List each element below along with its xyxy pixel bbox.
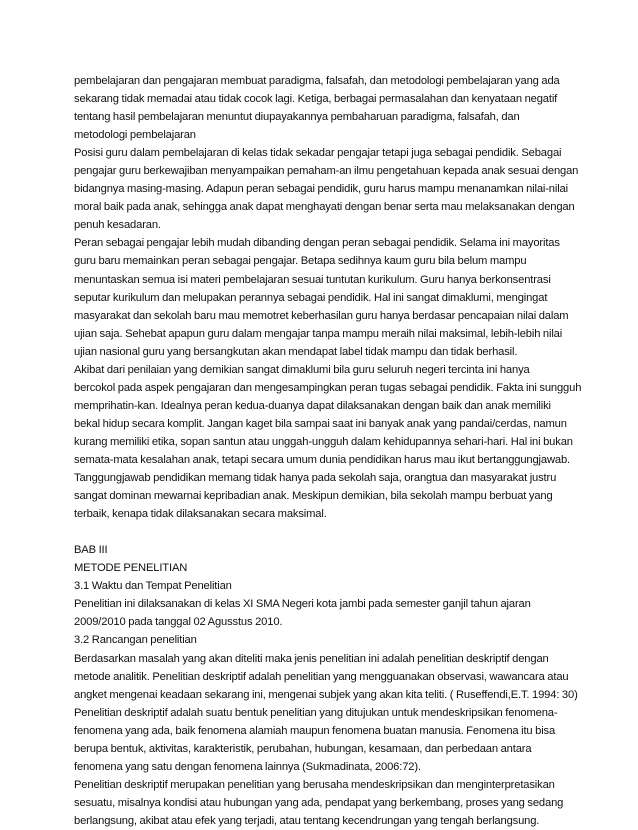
text-line: pembelajaran dan pengajaran membuat paradigma, falsafah, dan metodologi pembelajaran yang ada: [74, 75, 560, 87]
text-line: pengajar guru berkewajiban menyampaikan pemaham-an ilmu pengetahuan kepada anak sesuai dengan: [74, 165, 579, 178]
text-line: masyarakat dan sekolah baru mau memotret keberhasilan guru hanya berdasar pencapaian nilai dalam: [74, 309, 569, 322]
text-line: Penelitian deskriptif adalah suatu bentuk penelitian yang ditujukan untuk mendeskripsikan fenomena-: [74, 706, 558, 719]
text-line: Akibat dari penilaian yang demikian sangat dimaklumi bila guru seluruh negeri tercinta ini hanya: [74, 363, 530, 376]
text-line: metodologi pembelajaran: [74, 129, 196, 142]
text-line: ujian nasional guru yang bersangkutan akan mendapat label tidak mampu dan tidak berhasil.: [74, 345, 518, 358]
text-line: bidangnya masing-masing. Adapun peran sebagai pendidik, guru harus mampu menanamkan nilai-nilai: [74, 183, 568, 196]
text-line: angket mengenai keadaan sekarang ini, mengenai subjek yang akan kita teliti. ( Ruseffendi,E.T. 1994: 30): [74, 688, 578, 701]
text-line: fenomena yang ada, baik fenomena alamiah maupun fenomena buatan manusia. Fenomena itu bisa: [74, 724, 556, 737]
text-line: menuntaskan semua isi materi pembelajaran sesuai tuntutan kurikulum. Guru hanya berkonsentrasi: [74, 273, 551, 286]
text-line: sekarang tidak memadai atau tidak cocok lagi. Ketiga, berbagai permasalahan dan kenyataan negatif: [74, 93, 558, 106]
text-line: bercokol pada aspek pengajaran dan mengesampingkan peran tugas sebagai pendidik. Fakta ini sungguh: [74, 381, 582, 394]
text-line: 3.1 Waktu dan Tempat Penelitian: [74, 580, 232, 593]
text-line: fenomena yang satu dengan fenomena lainnya (Sukmadinata, 2006:72).: [74, 760, 421, 773]
text-line: Penelitian ini dilaksanakan di kelas XI SMA Negeri kota jambi pada semester ganjil tahun ajaran: [74, 598, 531, 611]
text-line: Peran sebagai pengajar lebih mudah dibanding dengan peran sebagai pendidik. Selama ini mayoritas: [74, 237, 560, 250]
text-block-intro: [74, 72, 582, 523]
text-line: kurang memiliki etika, sopan santun atau unggah-ungguh dalam kehidupannya sehari-hari. Hal ini bukan: [74, 435, 573, 448]
text-line: sangat dominan mewarnai kepribadian anak. Meskipun demikian, bila sekolah mampu berbuat yang: [74, 490, 553, 503]
text-line: moral baik pada anak, sehingga anak dapat menghayati dengan benar serta mau melaksanakan dengan: [74, 201, 575, 214]
text-line: terbaik, kenapa tidak dilaksanakan secara maksimal.: [74, 508, 327, 521]
text-line: Tanggungjawab pendidikan memang tidak hanya pada sekolah saja, orangtua dan masyarakat justru: [74, 472, 557, 485]
text-line: penuh kesadaran.: [74, 219, 161, 232]
text-line: guru baru memainkan peran sebagai pengajar. Betapa sedihnya kaum guru bila belum mampu: [74, 255, 527, 268]
text-line: metode analitik. Penelitian deskriptif adalah penelitian yang mengguanakan observasi, wawancara atau: [74, 670, 569, 683]
text-line: memprihatin-kan. Idealnya peran kedua-duanya dapat dilaksanakan dengan baik dan anak memiliki: [74, 399, 551, 412]
text-line: berupa bentuk, aktivitas, karakteristik, perubahan, hubungan, kesamaan, dan perbedaan antara: [74, 742, 532, 755]
text-line: tentang hasil pembelajaran menuntut diupayakannya pembaharuan paradigma, falsafah, dan: [74, 111, 520, 124]
text-line: Penelitian deskriptif merupakan penelitian yang berusaha mendeskripsikan dan menginterpretasikan: [74, 778, 555, 791]
text-line: 2009/2010 pada tanggal 02 Agusstus 2010.: [74, 616, 283, 629]
text-line: semata-mata kesalahan anak, tetapi secara umum dunia pendidikan harus mau ikut bertanggungjawab.: [74, 453, 570, 466]
text-line: Berdasarkan masalah yang akan diteliti maka jenis penelitian ini adalah penelitian deskriptif dengan: [74, 652, 549, 665]
text-block-bab-iii: [74, 541, 578, 830]
text-line: METODE PENELITIAN: [74, 562, 188, 575]
text-line: sesuatu, misalnya kondisi atau hubungan yang ada, pendapat yang berkembang, proses yang sedang: [74, 796, 564, 809]
text-line: ujian saja. Sehebat apapun guru dalam mengajar tanpa mampu meraih nilai maksimal, lebih-lebih nilai: [74, 327, 563, 340]
text-line: 3.2 Rancangan penelitian: [74, 634, 197, 647]
document-body: [74, 72, 582, 830]
text-line: berlangsung, akibat atau efek yang terjadi, atau tentang kecendrungan yang tengah berlangsung.: [74, 814, 540, 827]
text-line: bekal hidup secara komplit. Jangan kaget bila sampai saat ini banyak anak yang pandai/cerdas, namun: [74, 417, 567, 430]
text-line: Posisi guru dalam pembelajaran di kelas tidak sekadar pengajar tetapi juga sebagai pendidik. Sebagai: [74, 147, 562, 160]
text-line: BAB III: [74, 544, 108, 557]
text-line: seputar kurikulum dan melupakan perannya sebagai pendidik. Hal ini sangat dimaklumi, mengingat: [74, 291, 548, 304]
paragraph-gap: [74, 523, 570, 541]
